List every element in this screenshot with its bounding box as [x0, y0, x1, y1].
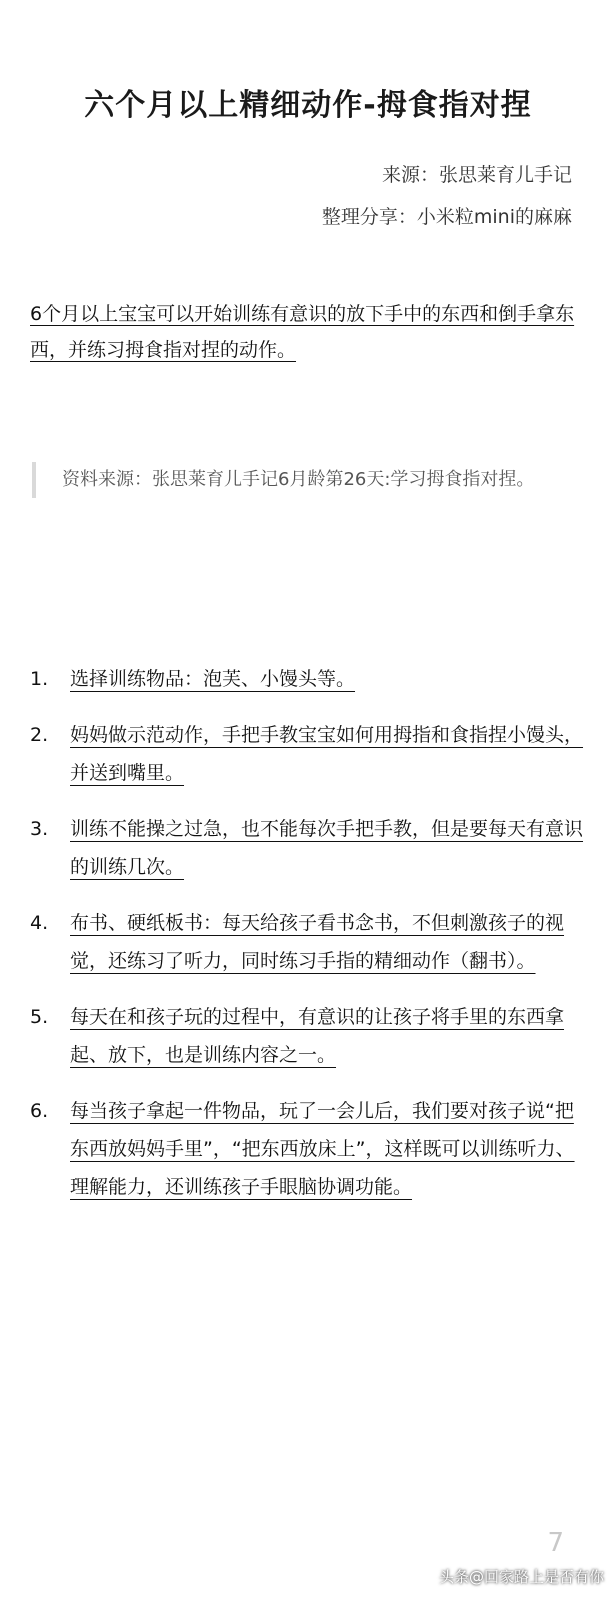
step-number: 5.	[30, 1006, 49, 1028]
page-number: 7	[547, 1528, 564, 1558]
list-item	[30, 1092, 586, 1206]
watermark-text: 头条@回家路上是否有你	[438, 1568, 604, 1586]
step-text: 选择训练物品：泡芙、小馒头等。	[70, 668, 356, 690]
step-text: 训练不能操之过急，也不能每次手把手教，但是要每天有意识的训练几次。	[70, 818, 584, 878]
step-number: 6.	[30, 1100, 49, 1122]
step-number: 1.	[30, 668, 49, 690]
list-item	[30, 904, 586, 980]
step-text: 布书、硬纸板书：每天给孩子看书念书，不但刺激孩子的视觉，还练习了听力，同时练习手指的精细动作（翻书）。	[70, 912, 565, 972]
step-number: 3.	[30, 818, 49, 840]
step-number: 4.	[30, 912, 49, 934]
curator-line: 整理分享：小米粒mini的麻麻	[321, 206, 572, 228]
page-title: 六个月以上精细动作-拇食指对捏	[84, 88, 532, 123]
step-text: 每当孩子拿起一件物品，玩了一会儿后，我们要对孩子说“把东西放妈妈手里”，“把东西放床上”，这样既可以训练听力、理解能力，还训练孩子手眼脑协调功能。	[70, 1100, 575, 1198]
steps-list	[30, 660, 586, 1224]
step-text: 每天在和孩子玩的过程中，有意识的让孩子将手里的东西拿起、放下，也是训练内容之一。	[70, 1006, 565, 1066]
list-item	[30, 716, 586, 792]
list-item	[30, 998, 586, 1074]
list-item	[30, 660, 586, 698]
step-text: 妈妈做示范动作，手把手教宝宝如何用拇指和食指捏小馒头，并送到嘴里。	[70, 724, 584, 784]
step-number: 2.	[30, 724, 49, 746]
intro-paragraph: 6个月以上宝宝可以开始训练有意识的放下手中的东西和倒手拿东西，并练习拇食指对捏的动作。	[30, 303, 575, 361]
source-line: 来源：张思莱育儿手记	[381, 164, 572, 186]
reference-quote: 资料来源：张思莱育儿手记6月龄第26天:学习拇食指对捏。	[32, 462, 602, 498]
list-item	[30, 810, 586, 886]
